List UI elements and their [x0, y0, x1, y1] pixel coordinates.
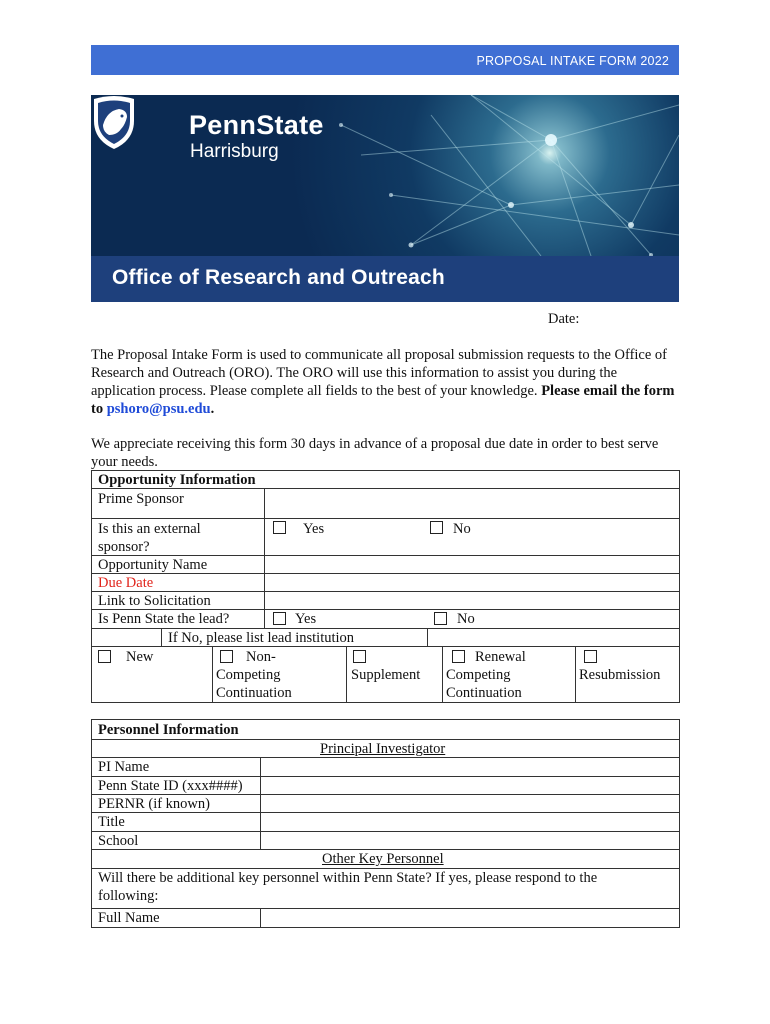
pi-name-label: PI Name	[98, 759, 150, 775]
form-title: PROPOSAL INTAKE FORM 2022	[476, 54, 669, 68]
penn-state-lead-label: Is Penn State the lead?	[98, 611, 230, 627]
pernr-label: PERNR (if known)	[98, 796, 210, 812]
intro-email-suffix: .	[210, 401, 215, 417]
type-renewal-label-1: Renewal	[475, 649, 526, 665]
type-non-competing-label-2: Competing	[216, 667, 281, 683]
penn-state-id-field[interactable]	[261, 777, 679, 794]
pernr-field[interactable]	[261, 795, 679, 812]
full-name-label: Full Name	[98, 910, 160, 926]
school-label: School	[98, 833, 139, 849]
external-sponsor-label: Is this an external	[98, 521, 201, 537]
opportunity-name-label: Opportunity Name	[98, 557, 208, 573]
type-renewal-checkbox[interactable]	[452, 650, 465, 663]
nittany-lion-shield-logo	[91, 95, 137, 150]
prime-sponsor-label: Prime Sponsor	[98, 491, 184, 507]
additional-personnel-question-cont: following:	[98, 888, 159, 904]
due-date-field[interactable]	[265, 574, 679, 591]
email-link[interactable]: pshoro@psu.edu	[106, 401, 211, 417]
type-renewal-label-3: Continuation	[446, 685, 522, 701]
logo-campus: Harrisburg	[190, 141, 279, 162]
solicitation-link-field[interactable]	[265, 592, 679, 609]
lead-institution-field[interactable]	[428, 629, 679, 646]
lead-yes-checkbox[interactable]	[273, 612, 286, 625]
type-supplement-label: Supplement	[351, 667, 421, 683]
external-sponsor-yes-checkbox[interactable]	[273, 521, 286, 534]
type-non-competing-checkbox[interactable]	[220, 650, 233, 663]
due-date-label: Due Date	[98, 575, 154, 591]
type-resubmission-label: Resubmission	[579, 667, 661, 683]
date-label: Date:	[548, 311, 580, 327]
external-sponsor-yes-label: Yes	[303, 521, 325, 537]
type-resubmission-checkbox[interactable]	[584, 650, 597, 663]
prime-sponsor-field[interactable]	[265, 489, 679, 518]
lead-no-label: No	[457, 611, 475, 627]
school-field[interactable]	[261, 832, 679, 849]
external-sponsor-no-label: No	[453, 521, 471, 537]
logo-wordmark: PennState	[189, 110, 324, 140]
office-title: Office of Research and Outreach	[112, 266, 445, 289]
opportunity-name-field[interactable]	[265, 556, 679, 573]
banner-title-strip	[91, 256, 679, 302]
advance-notice: We appreciate receiving this form 30 days in advance of a proposal due date in order to best serve your needs.	[91, 436, 659, 470]
intro-email-instruction: Please email the form to	[91, 383, 675, 417]
intro-paragraph	[91, 346, 683, 418]
external-sponsor-label-cont: sponsor?	[98, 539, 150, 555]
title-label: Title	[98, 814, 125, 830]
lead-yes-label: Yes	[295, 611, 317, 627]
personnel-heading: Personnel Information	[98, 722, 239, 738]
type-renewal-label-2: Competing	[446, 667, 511, 683]
pi-name-field[interactable]	[261, 758, 679, 776]
type-new-checkbox[interactable]	[98, 650, 111, 663]
title-field[interactable]	[261, 813, 679, 831]
external-sponsor-no-checkbox[interactable]	[430, 521, 443, 534]
header-banner-image	[91, 95, 679, 302]
solicitation-link-label: Link to Solicitation	[98, 593, 211, 609]
opportunity-heading: Opportunity Information	[98, 472, 256, 488]
full-name-field[interactable]	[261, 909, 679, 927]
additional-personnel-question: Will there be additional key personnel within Penn State? If yes, please respond to the	[98, 870, 598, 886]
lead-institution-label: If No, please list lead institution	[168, 630, 355, 646]
penn-state-id-label: Penn State ID (xxx####)	[98, 778, 243, 794]
type-new-label: New	[126, 649, 154, 665]
intro-text: The Proposal Intake Form is used to communicate all proposal submission requests to the Office of Research and Outreach (ORO). The ORO will use this information to assist you during the application process. Please complete all fields to the best of your knowledge.	[91, 347, 667, 399]
form-title-bar	[91, 45, 679, 75]
other-key-personnel-heading: Other Key Personnel	[322, 851, 444, 867]
lead-no-checkbox[interactable]	[434, 612, 447, 625]
type-non-competing-label-1: Non-	[246, 649, 276, 665]
type-non-competing-label-3: Continuation	[216, 685, 292, 701]
type-supplement-checkbox[interactable]	[353, 650, 366, 663]
pi-heading: Principal Investigator	[320, 741, 446, 757]
